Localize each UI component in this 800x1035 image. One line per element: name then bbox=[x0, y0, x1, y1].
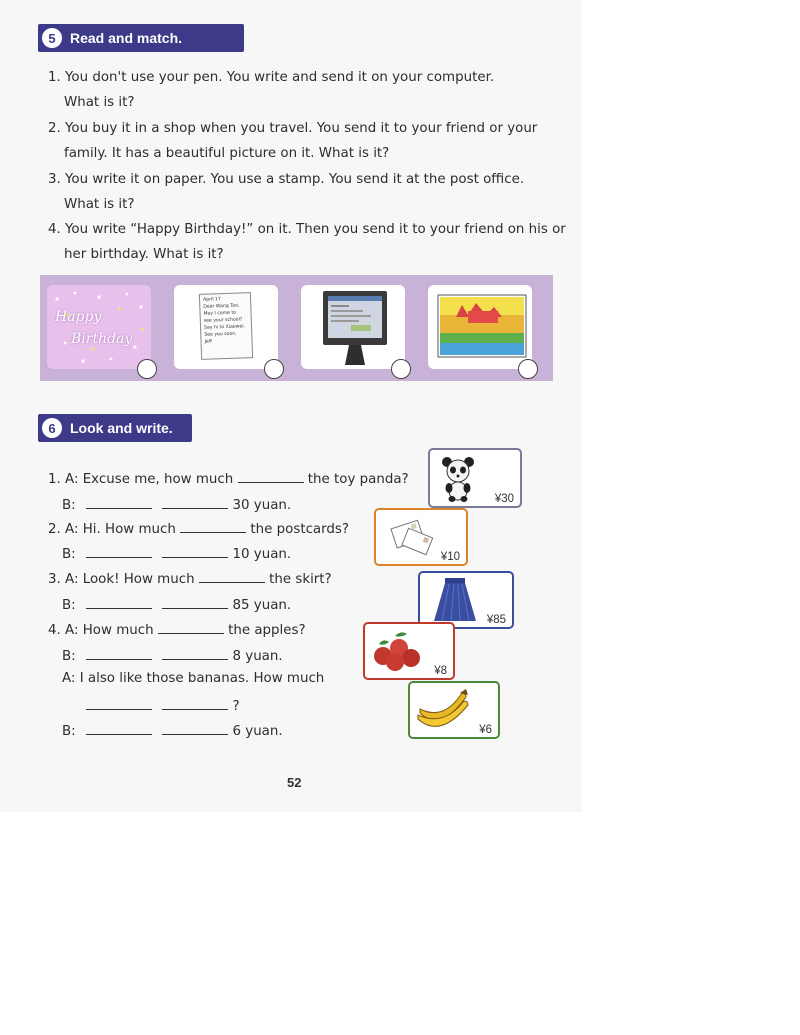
price-label: ¥30 bbox=[494, 493, 514, 505]
letter-picture bbox=[174, 285, 278, 369]
row-text: the postcards? bbox=[250, 522, 349, 537]
postcard-painting-illustration bbox=[428, 285, 532, 369]
question-4-line-2: her birthday. What is it? bbox=[64, 247, 224, 262]
dialogue-1-b bbox=[62, 494, 291, 516]
blank-field[interactable] bbox=[86, 494, 152, 509]
dialogue-4-d bbox=[86, 695, 240, 717]
row-text: the toy panda? bbox=[307, 472, 409, 487]
postcards-icon bbox=[386, 514, 436, 560]
dialogue-4-a bbox=[48, 619, 306, 641]
section-5-number: 5 bbox=[42, 28, 62, 48]
row-text: 6 yuan. bbox=[232, 724, 283, 739]
row-text: 1. A: Excuse me, how much bbox=[48, 472, 234, 487]
row-text: 10 yuan. bbox=[232, 547, 292, 562]
blank-field[interactable] bbox=[158, 619, 224, 634]
row-text: B: bbox=[62, 498, 76, 513]
blank-field[interactable] bbox=[162, 645, 228, 660]
answer-circle-4[interactable] bbox=[518, 359, 538, 379]
letter-line: Dear Wang Tao, bbox=[203, 303, 240, 310]
price-label: ¥85 bbox=[486, 614, 506, 626]
letter-line: see your school? bbox=[203, 317, 243, 324]
answer-circle-2[interactable] bbox=[264, 359, 284, 379]
blank-field[interactable] bbox=[86, 645, 152, 660]
question-2-line-2: family. It has a beautiful picture on it. What is it? bbox=[64, 146, 390, 161]
skirt-price-card bbox=[418, 571, 514, 629]
blank-field[interactable] bbox=[162, 543, 228, 558]
birthday-card-picture bbox=[47, 285, 151, 369]
skirt-icon bbox=[430, 575, 480, 623]
page-number: 52 bbox=[287, 775, 302, 790]
row-text: 2. A: Hi. How much bbox=[48, 522, 176, 537]
email-computer-picture bbox=[301, 285, 405, 369]
question-4 bbox=[48, 217, 566, 267]
row-text: the apples? bbox=[228, 623, 306, 638]
row-text: 8 yuan. bbox=[232, 649, 283, 664]
question-1 bbox=[48, 65, 494, 115]
letter-line: Say hi to Xiaowei. bbox=[203, 324, 246, 331]
birthday-card-text-happy: Happy bbox=[55, 309, 102, 325]
row-text: B: bbox=[62, 649, 76, 664]
price-label: ¥6 bbox=[479, 724, 492, 736]
row-text: ? bbox=[232, 699, 240, 714]
postcard-picture bbox=[428, 285, 532, 369]
letter-line: April 17 bbox=[203, 297, 221, 303]
blank-field[interactable] bbox=[238, 468, 304, 483]
blank-field[interactable] bbox=[86, 594, 152, 609]
blank-field[interactable] bbox=[162, 494, 228, 509]
blank-field[interactable] bbox=[162, 720, 228, 735]
row-text: 4. A: How much bbox=[48, 623, 154, 638]
dialogue-4-e bbox=[62, 720, 283, 742]
row-text: 85 yuan. bbox=[232, 598, 292, 613]
section-5-title: Read and match. bbox=[70, 30, 183, 46]
question-3-line-2: What is it? bbox=[64, 197, 135, 212]
row-text: 3. A: Look! How much bbox=[48, 572, 195, 587]
section-5-header bbox=[38, 24, 244, 52]
dialogue-4-c bbox=[62, 669, 324, 689]
panda-icon bbox=[438, 453, 478, 503]
row-text: A: I also like those bananas. How much bbox=[62, 671, 325, 686]
birthday-card-illustration bbox=[47, 285, 151, 369]
answer-circle-3[interactable] bbox=[391, 359, 411, 379]
blank-field[interactable] bbox=[162, 594, 228, 609]
blank-field[interactable] bbox=[162, 695, 228, 710]
section-6-number: 6 bbox=[42, 418, 62, 438]
birthday-card-text-birthday: Birthday bbox=[71, 331, 133, 347]
apples-icon bbox=[369, 630, 429, 674]
bananas-price-card bbox=[408, 681, 500, 739]
letter-line: See you soon, bbox=[204, 331, 237, 338]
blank-field[interactable] bbox=[86, 695, 152, 710]
postcards-price-card bbox=[374, 508, 468, 566]
dialogue-1-a bbox=[48, 468, 409, 490]
letter-line: May I come to bbox=[203, 310, 237, 317]
picture-strip bbox=[40, 275, 553, 381]
row-text: the skirt? bbox=[269, 572, 332, 587]
question-1-line-1: 1. You don't use your pen. You write and send it on your computer. bbox=[48, 70, 495, 85]
row-text: B: bbox=[62, 724, 76, 739]
panda-price-card bbox=[428, 448, 522, 508]
row-text: 30 yuan. bbox=[232, 498, 292, 513]
dialogue-4-b bbox=[62, 645, 283, 667]
question-2-line-1: 2. You buy it in a shop when you travel. You send it to your friend or your bbox=[48, 121, 538, 136]
blank-field[interactable] bbox=[86, 543, 152, 558]
question-2 bbox=[48, 116, 537, 166]
row-text: B: bbox=[62, 547, 76, 562]
letter-paper bbox=[199, 292, 253, 360]
price-label: ¥8 bbox=[434, 665, 447, 677]
bananas-icon bbox=[414, 687, 474, 733]
computer-icon bbox=[301, 285, 405, 369]
question-4-line-1: 4. You write “Happy Birthday!” on it. Then you send it to your friend on his or bbox=[48, 222, 566, 237]
letter-line: Jeff bbox=[204, 339, 212, 345]
apples-price-card bbox=[363, 622, 455, 680]
question-3-line-1: 3. You write it on paper. You use a stamp. You send it at the post office. bbox=[48, 172, 525, 187]
answer-circle-1[interactable] bbox=[137, 359, 157, 379]
question-3 bbox=[48, 167, 524, 217]
blank-field[interactable] bbox=[86, 720, 152, 735]
blank-field[interactable] bbox=[199, 568, 265, 583]
section-6-title: Look and write. bbox=[70, 420, 173, 436]
dialogue-2-a bbox=[48, 518, 349, 540]
question-1-line-2: What is it? bbox=[64, 95, 135, 110]
blank-field[interactable] bbox=[180, 518, 246, 533]
row-text: B: bbox=[62, 598, 76, 613]
dialogue-3-a bbox=[48, 568, 332, 590]
dialogue-3-b bbox=[62, 594, 291, 616]
dialogue-2-b bbox=[62, 543, 291, 565]
price-label: ¥10 bbox=[440, 551, 460, 563]
section-6-header bbox=[38, 414, 192, 442]
